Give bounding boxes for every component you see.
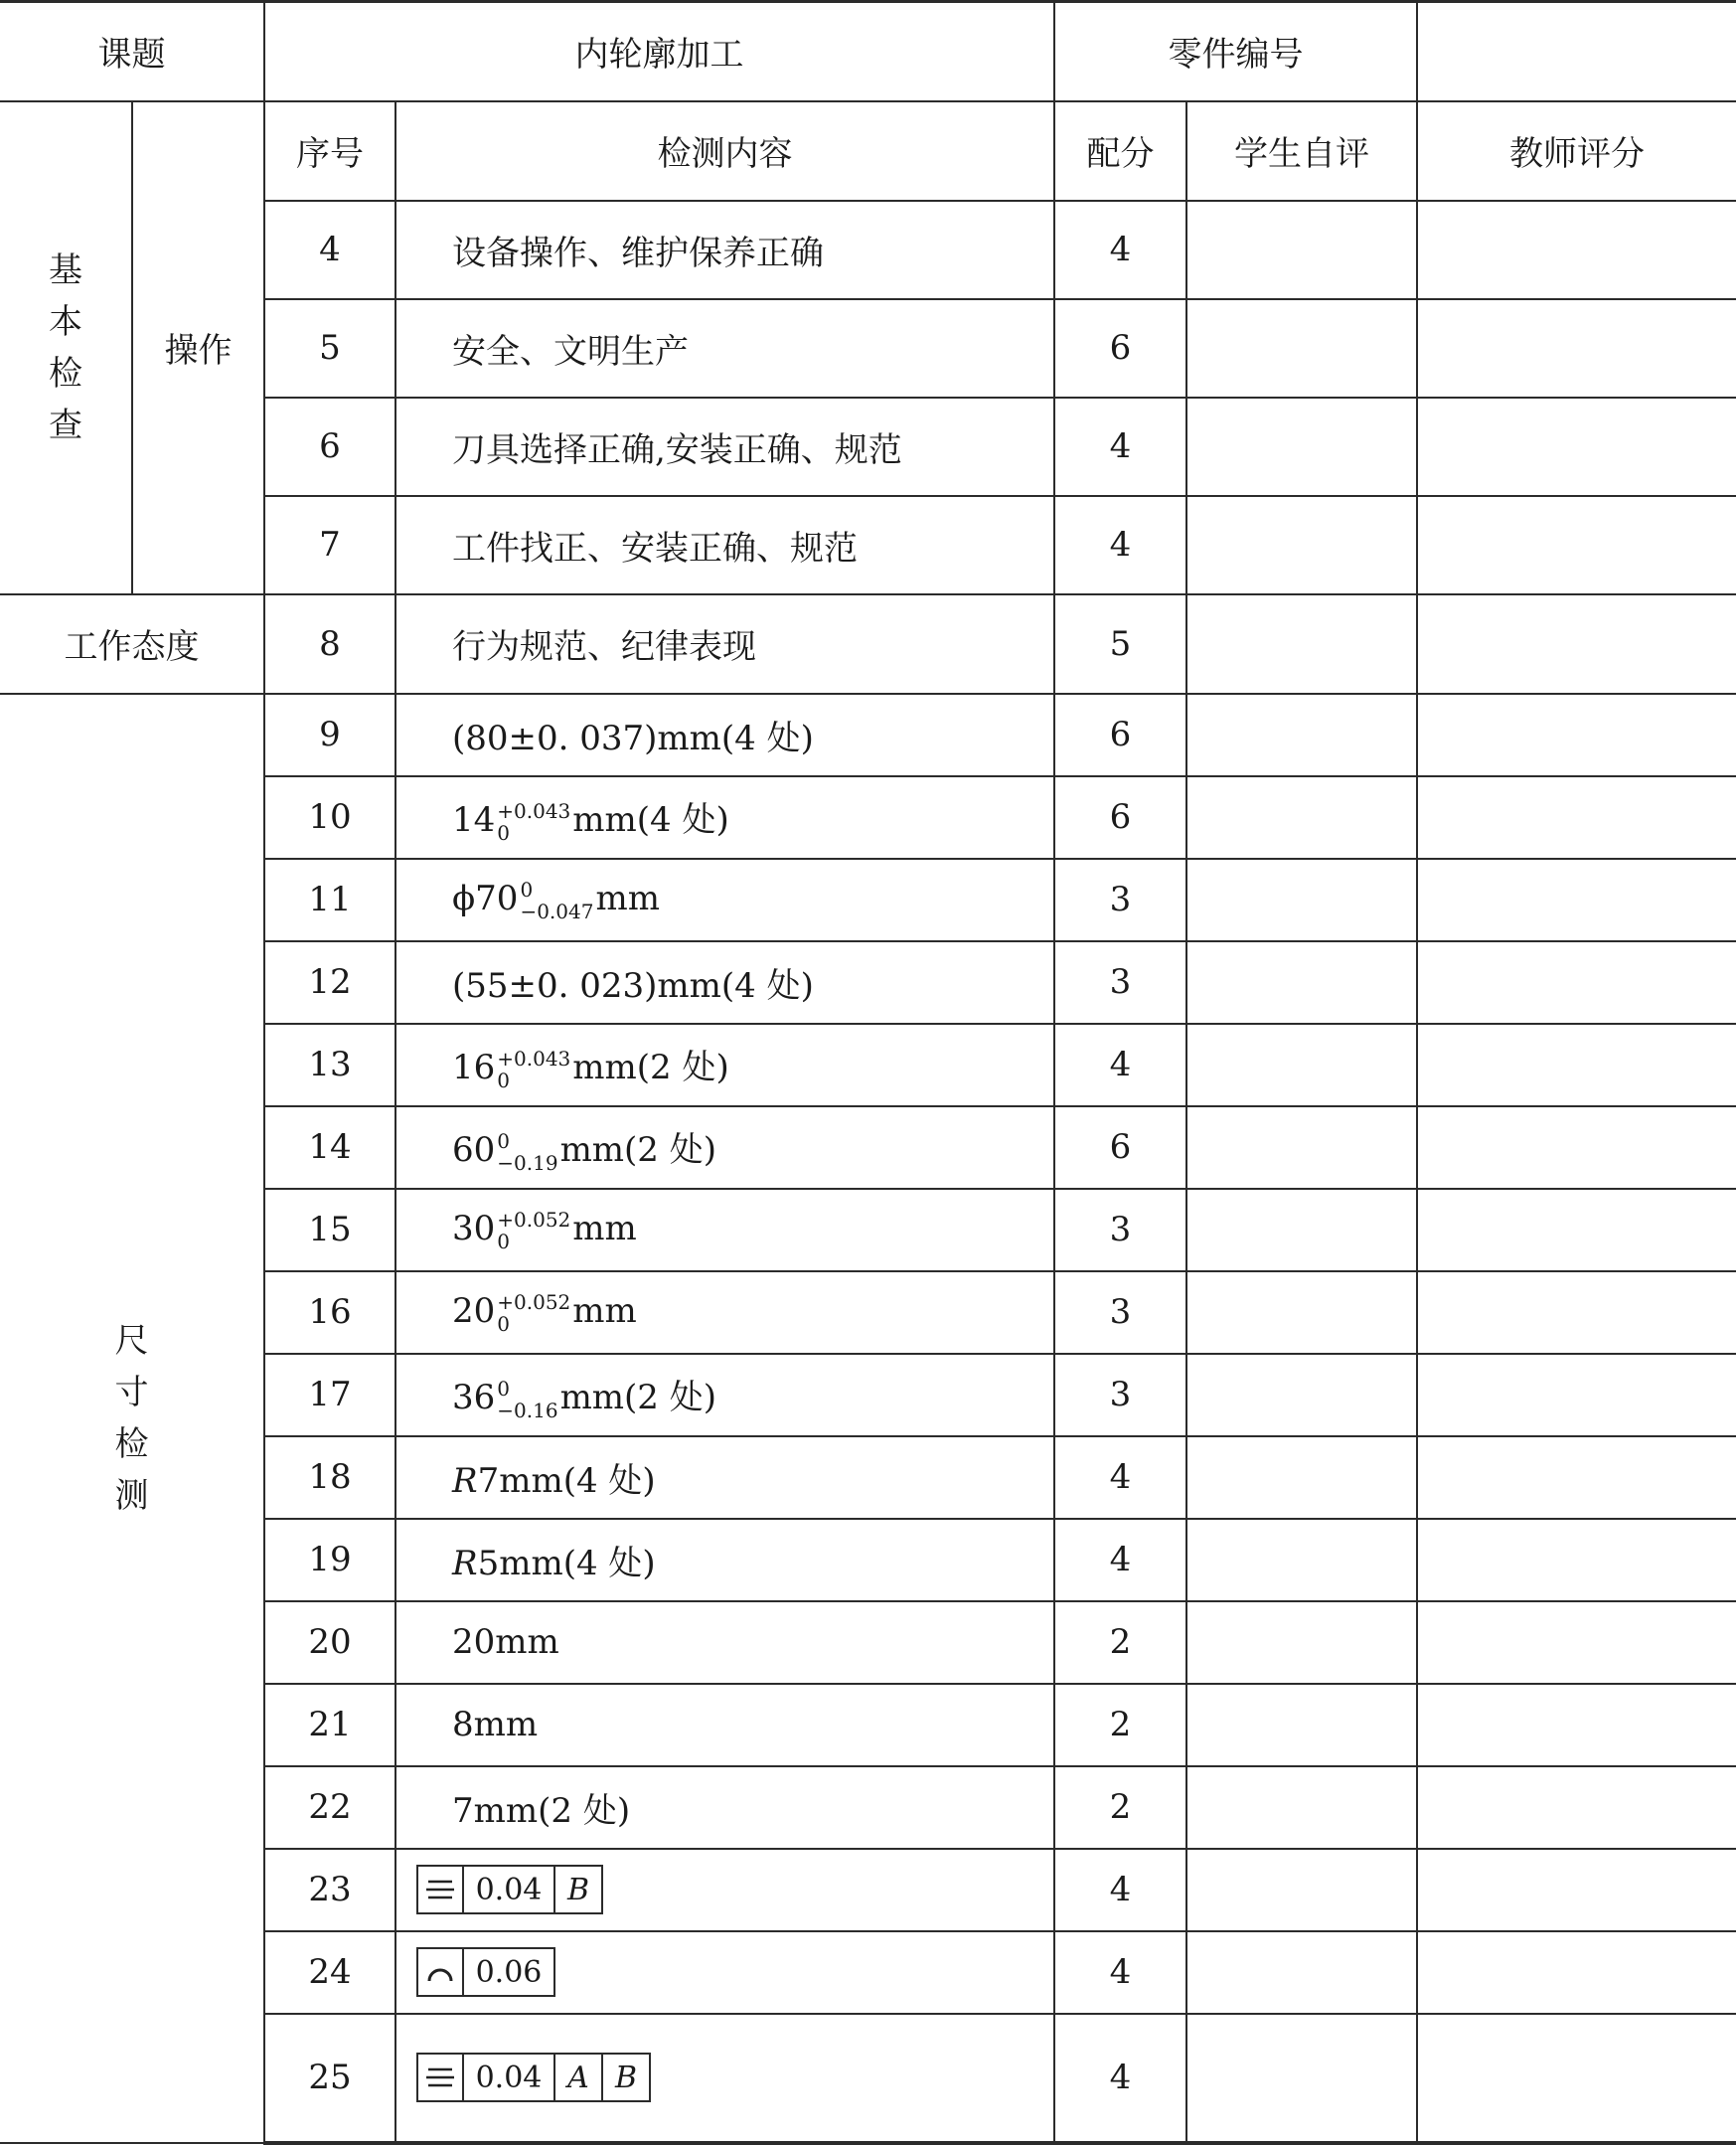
table-row: 10 14 +0.043 0 mm(4 处) 6 (0, 776, 1736, 859)
group-operation: 操作 (132, 101, 264, 594)
table-row: 17 36 0 −0.16 mm(2 处) 3 (0, 1354, 1736, 1436)
self-eval-cell[interactable] (1186, 398, 1417, 496)
self-eval-cell[interactable] (1186, 1024, 1417, 1106)
table-row: 12 (55±0. 023)mm(4 处) 3 (0, 941, 1736, 1024)
table-row: 13 16 +0.043 0 mm(2 处) 4 (0, 1024, 1736, 1106)
feature-control-frame: 0.06 (416, 1947, 555, 1997)
col-content: 检测内容 (395, 101, 1054, 201)
self-eval-cell[interactable] (1186, 1601, 1417, 1684)
table-row: 19 R5mm(4 处) 4 (0, 1519, 1736, 1601)
table-row: 16 20 +0.052 0 mm 3 (0, 1271, 1736, 1354)
part-number-label: 零件编号 (1054, 2, 1417, 101)
teacher-eval-cell[interactable] (1417, 941, 1736, 1024)
header-row (0, 2, 1736, 101)
self-eval-cell[interactable] (1186, 496, 1417, 594)
feature-control-frame: 0.04 A B (416, 2053, 651, 2102)
teacher-eval-cell[interactable] (1417, 1684, 1736, 1766)
table-row: 15 30 +0.052 0 mm 3 (0, 1189, 1736, 1271)
self-eval-cell[interactable] (1186, 299, 1417, 398)
teacher-eval-cell[interactable] (1417, 1271, 1736, 1354)
table-row: 23 0.04 B 4 (0, 1849, 1736, 1931)
self-eval-cell[interactable] (1186, 1354, 1417, 1436)
self-eval-cell[interactable] (1186, 1189, 1417, 1271)
self-eval-cell[interactable] (1186, 1931, 1417, 2014)
self-eval-cell[interactable] (1186, 1519, 1417, 1601)
teacher-eval-cell[interactable] (1417, 2014, 1736, 2143)
teacher-eval-cell[interactable] (1417, 398, 1736, 496)
teacher-eval-cell[interactable] (1417, 694, 1736, 776)
topic-label: 课题 (0, 2, 264, 101)
self-eval-cell[interactable] (1186, 941, 1417, 1024)
table-row: 11 ϕ70 0 −0.047 mm 3 (0, 859, 1736, 941)
group-basic-check: 基 本 检 查 (0, 101, 132, 594)
table-row: 18 R7mm(4 处) 4 (0, 1436, 1736, 1519)
table-row: 22 7mm(2 处) 2 (0, 1766, 1736, 1849)
table-row: 24 0.06 4 (0, 1931, 1736, 2014)
self-eval-cell[interactable] (1186, 694, 1417, 776)
table-row: 工作态度 8 行为规范、纪律表现 5 (0, 594, 1736, 694)
table-row: 5 安全、文明生产 6 (0, 299, 1736, 398)
part-number-value[interactable] (1417, 2, 1736, 101)
table-row: 4 设备操作、维护保养正确 4 (0, 201, 1736, 299)
table-row: 21 8mm 2 (0, 1684, 1736, 1766)
teacher-eval-cell[interactable] (1417, 1106, 1736, 1189)
self-eval-cell[interactable] (1186, 859, 1417, 941)
symmetry-icon (418, 2055, 464, 2100)
self-eval-cell[interactable] (1186, 2014, 1417, 2143)
teacher-eval-cell[interactable] (1417, 1601, 1736, 1684)
feature-control-frame: 0.04 B (416, 1865, 603, 1914)
self-eval-cell[interactable] (1186, 1436, 1417, 1519)
teacher-eval-cell[interactable] (1417, 1766, 1736, 1849)
teacher-eval-cell[interactable] (1417, 594, 1736, 694)
self-eval-cell[interactable] (1186, 1106, 1417, 1189)
topic-value: 内轮廓加工 (264, 2, 1054, 101)
table-row: 尺 寸 检 测 9 (80±0. 037)mm(4 处) 6 (0, 694, 1736, 776)
column-header-row (0, 101, 1736, 201)
table-row: 14 60 0 −0.19 mm(2 处) 6 (0, 1106, 1736, 1189)
symmetry-icon (418, 1867, 464, 1912)
teacher-eval-cell[interactable] (1417, 859, 1736, 941)
self-eval-cell[interactable] (1186, 1271, 1417, 1354)
col-points: 配分 (1054, 101, 1186, 201)
self-eval-cell[interactable] (1186, 201, 1417, 299)
teacher-eval-cell[interactable] (1417, 496, 1736, 594)
self-eval-cell[interactable] (1186, 1849, 1417, 1931)
col-teacher-eval: 教师评分 (1417, 101, 1736, 201)
teacher-eval-cell[interactable] (1417, 1519, 1736, 1601)
self-eval-cell[interactable] (1186, 776, 1417, 859)
teacher-eval-cell[interactable] (1417, 1354, 1736, 1436)
teacher-eval-cell[interactable] (1417, 1931, 1736, 2014)
teacher-eval-cell[interactable] (1417, 1436, 1736, 1519)
teacher-eval-cell[interactable] (1417, 1189, 1736, 1271)
teacher-eval-cell[interactable] (1417, 1849, 1736, 1931)
table-row: 7 工件找正、安装正确、规范 4 (0, 496, 1736, 594)
col-self-eval: 学生自评 (1186, 101, 1417, 201)
self-eval-cell[interactable] (1186, 1766, 1417, 1849)
self-eval-cell[interactable] (1186, 1684, 1417, 1766)
teacher-eval-cell[interactable] (1417, 776, 1736, 859)
table-row: 6 刀具选择正确,安装正确、规范 4 (0, 398, 1736, 496)
group-attitude: 工作态度 (0, 594, 264, 694)
self-eval-cell[interactable] (1186, 594, 1417, 694)
col-seq: 序号 (264, 101, 395, 201)
group-dimension: 尺 寸 检 测 (0, 694, 264, 2143)
teacher-eval-cell[interactable] (1417, 1024, 1736, 1106)
profile-line-icon (418, 1949, 464, 1995)
teacher-eval-cell[interactable] (1417, 201, 1736, 299)
table-row: 20 20mm 2 (0, 1601, 1736, 1684)
teacher-eval-cell[interactable] (1417, 299, 1736, 398)
table-row: 25 0.04 A B 4 (0, 2014, 1736, 2143)
